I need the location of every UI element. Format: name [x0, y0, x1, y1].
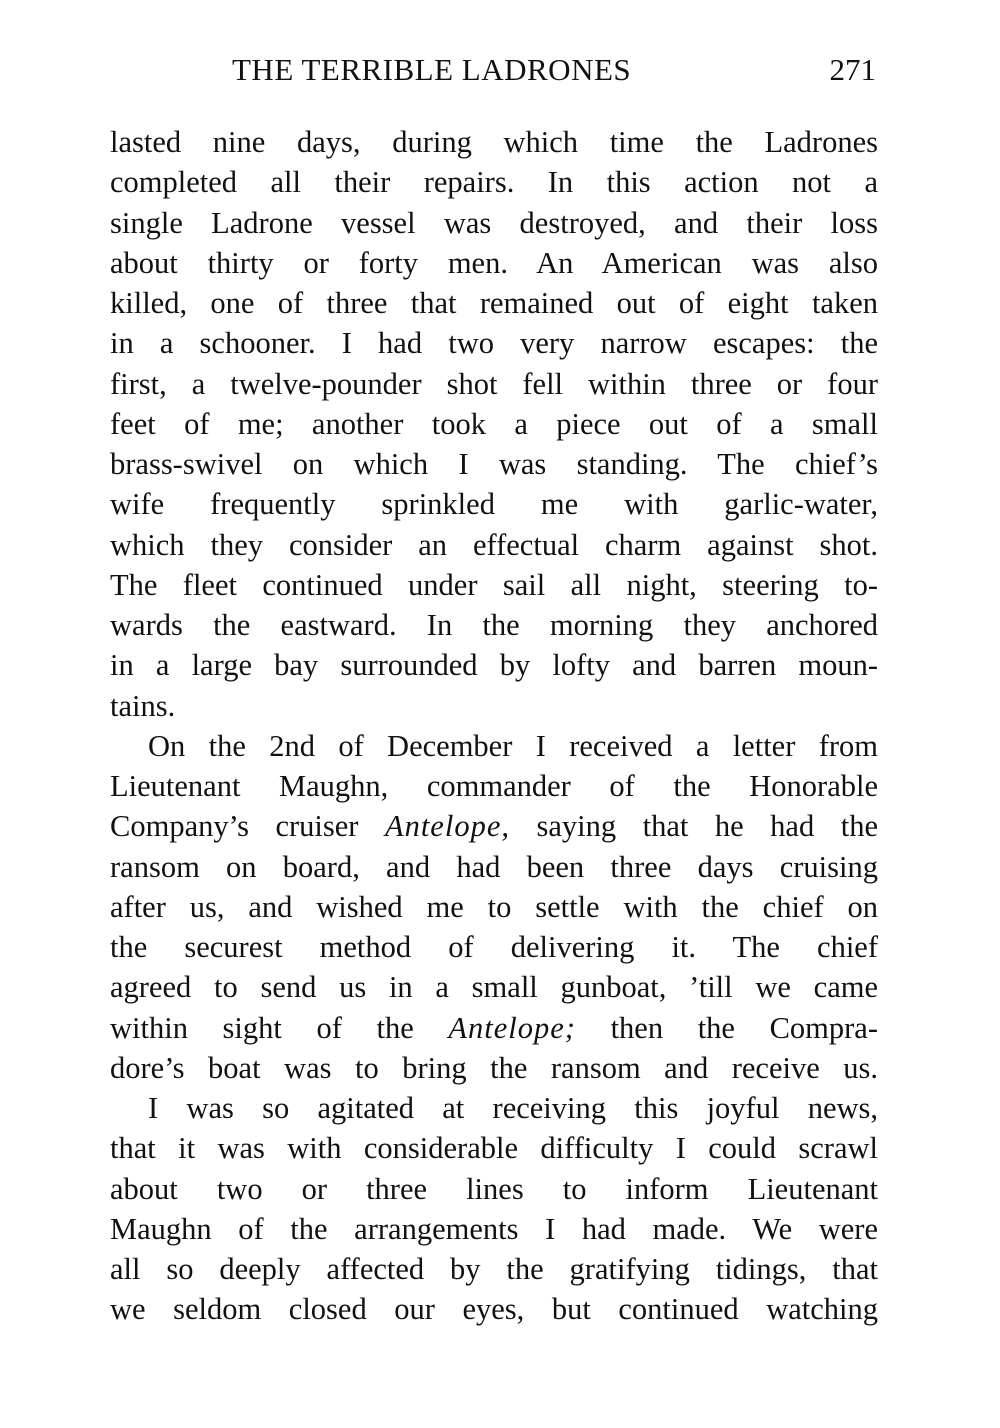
text-segment: in a schooner. I had two very narrow escapes: the — [110, 326, 878, 361]
text-line — [110, 967, 878, 1007]
text-line — [110, 203, 878, 243]
text-segment: single Ladrone vessel was destroyed, and their loss — [110, 205, 878, 240]
text-segment: wards the eastward. In the morning they anchored — [110, 608, 878, 642]
text-line — [110, 1048, 878, 1088]
text-segment: The fleet continued under sail all night, steering to- — [110, 567, 878, 602]
text-segment: Company’s cruiser — [110, 809, 385, 844]
text-line — [110, 565, 878, 605]
text-line — [110, 243, 878, 283]
text-line — [110, 686, 878, 726]
text-segment: saying that he had the — [509, 809, 878, 844]
text-line — [110, 162, 878, 202]
text-segment: the securest method of delivering it. The chief — [110, 930, 878, 964]
text-segment: after us, and wished me to settle with the chief on — [110, 889, 878, 924]
text-segment: first, a twelve-pounder shot fell within three or four — [110, 366, 878, 401]
text-segment: lasted nine days, during which time the Ladrones — [110, 125, 878, 159]
text-segment: within sight of the — [110, 1010, 449, 1045]
text-line — [110, 1169, 878, 1209]
page-number: 271 — [829, 52, 876, 87]
text-line — [110, 847, 878, 887]
text-segment: that it was with considerable difficulty I could scrawl — [110, 1131, 878, 1166]
text-line — [110, 1088, 878, 1128]
text-line — [110, 605, 878, 645]
text-segment: all so deeply affected by the gratifying tidings, that — [110, 1252, 878, 1286]
text-segment: Maughn of the arrangements I had made. We were — [110, 1211, 878, 1246]
text-line — [110, 283, 878, 323]
text-segment: feet of me; another took a piece out of a small — [110, 406, 878, 441]
text-segment: about two or three lines to inform Lieutenant — [110, 1171, 878, 1206]
text-line — [110, 927, 878, 967]
text-line — [110, 1008, 878, 1048]
text-line — [110, 364, 878, 404]
text-line — [110, 1249, 878, 1289]
text-segment: about thirty or forty men. An American was also — [110, 245, 878, 280]
text-segment: we seldom closed our eyes, but continued watching — [110, 1292, 878, 1327]
text-line — [110, 525, 878, 565]
text-segment: I was so agitated at receiving this joyful news, — [148, 1091, 878, 1125]
text-segment: then the Compra- — [575, 1010, 878, 1045]
text-segment: On the 2nd of December I received a letter from — [148, 728, 878, 763]
text-line — [110, 323, 878, 363]
text-segment: wife frequently sprinkled me with garlic-water, — [110, 487, 878, 522]
text-segment: dore’s boat was to bring the ransom and receive us. — [110, 1050, 878, 1085]
text-segment: Lieutenant Maughn, commander of the Honorable — [110, 769, 878, 803]
text-segment: ransom on board, and had been three days cruising — [110, 849, 878, 884]
text-line — [110, 484, 878, 524]
text-segment: agreed to send us in a small gunboat, ’till we came — [110, 970, 878, 1005]
text-line — [110, 404, 878, 444]
italic-ship-name: Antelope, — [384, 809, 510, 844]
text-segment: which they consider an effectual charm against shot. — [110, 527, 878, 562]
text-segment: tains. — [110, 688, 176, 723]
text-line — [110, 444, 878, 484]
text-segment: in a large bay surrounded by lofty and barren moun- — [110, 648, 878, 683]
text-line — [110, 122, 878, 162]
text-segment: brass-swivel on which I was standing. The chief’s — [110, 447, 878, 481]
text-line — [110, 645, 878, 685]
text-line — [110, 887, 878, 927]
page-body-text — [110, 122, 878, 1330]
running-header — [110, 52, 878, 96]
text-segment: killed, one of three that remained out of eight taken — [110, 286, 878, 320]
text-line — [110, 766, 878, 806]
italic-ship-name: Antelope; — [448, 1010, 576, 1045]
text-line — [110, 806, 878, 846]
text-line — [110, 726, 878, 766]
text-segment: completed all their repairs. In this action not a — [110, 165, 878, 200]
running-title: THE TERRIBLE LADRONES — [232, 52, 632, 87]
text-line — [110, 1128, 878, 1168]
text-line — [110, 1209, 878, 1249]
text-line — [110, 1289, 878, 1329]
